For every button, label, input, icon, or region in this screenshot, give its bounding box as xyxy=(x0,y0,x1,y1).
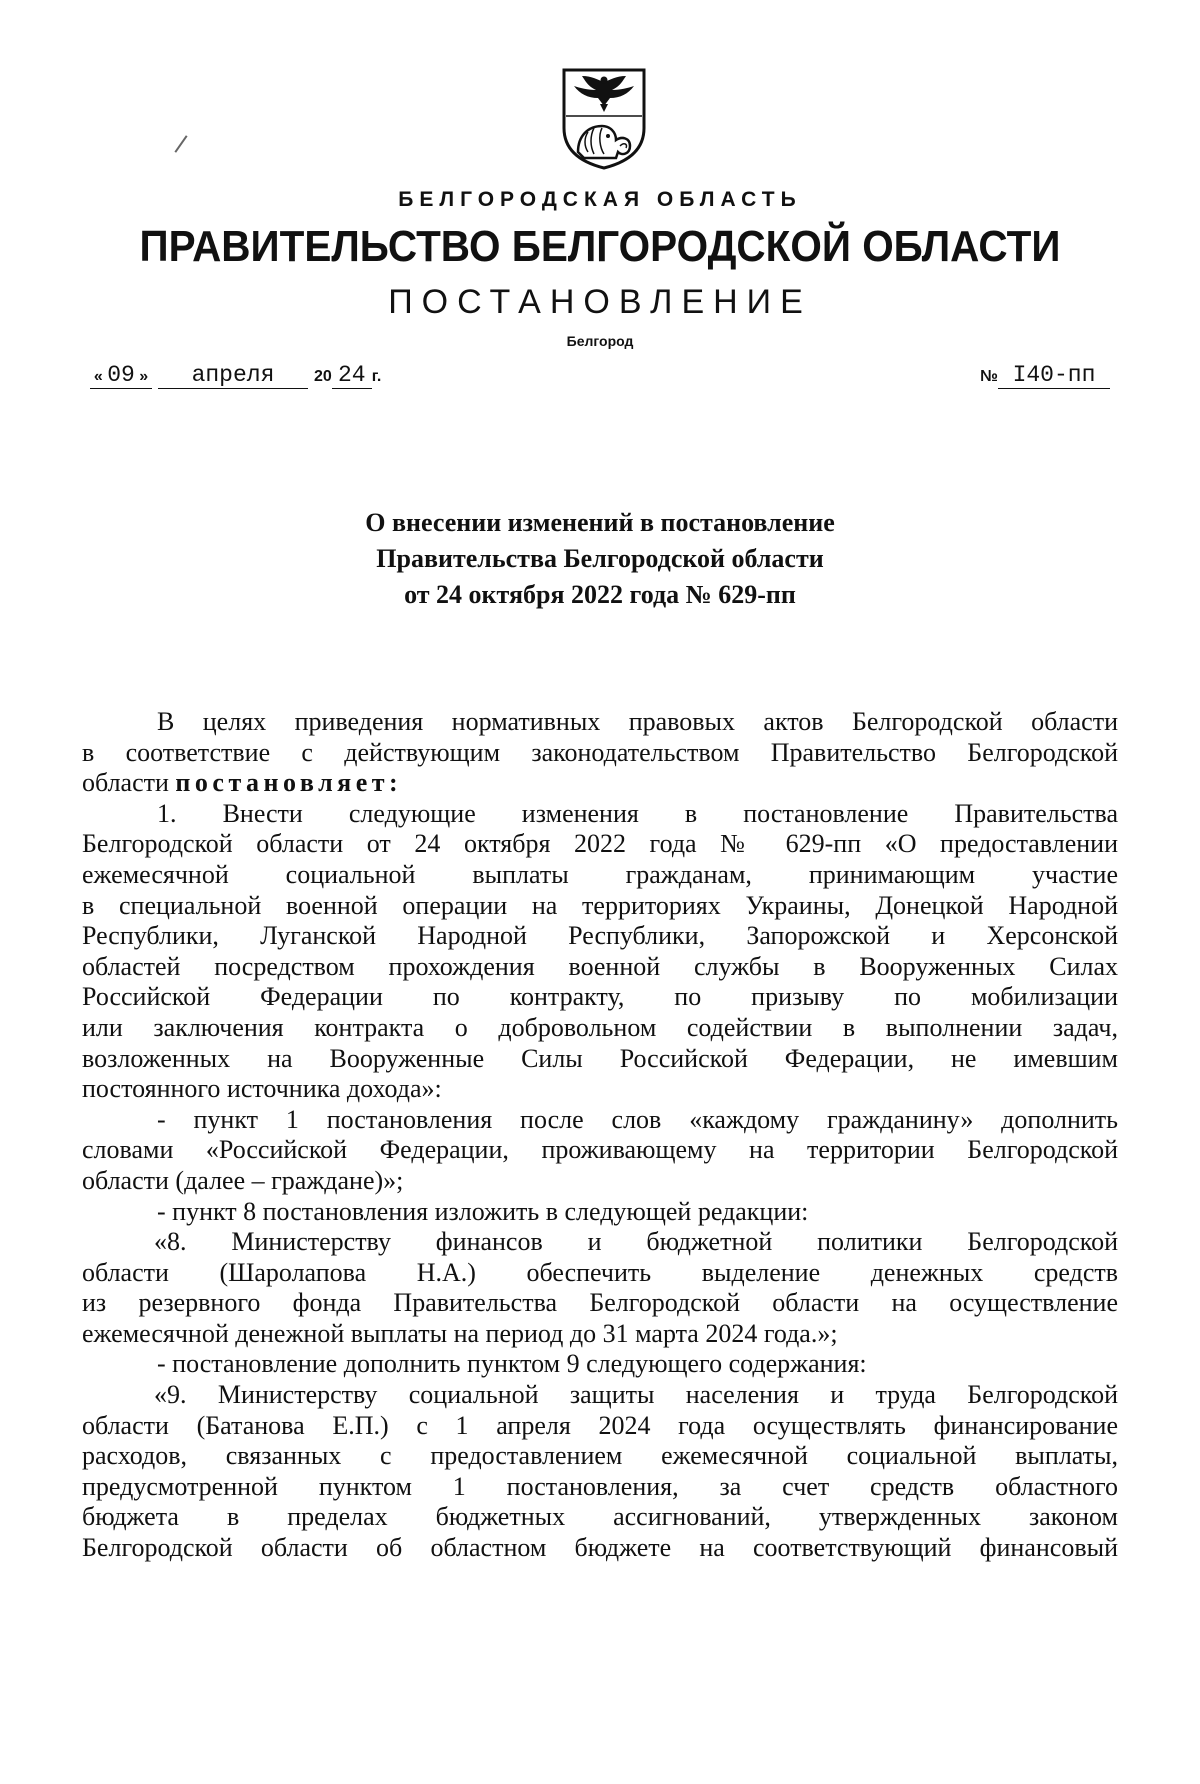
body-line: области (далее – граждане)»; xyxy=(82,1165,404,1195)
body-line: из резервного фонда Правительства Белгородской области на осуществление xyxy=(82,1288,1118,1318)
body-line: В целях приведения нормативных правовых актов Белгородской области xyxy=(157,707,1118,736)
decrees-word: постановляет: xyxy=(175,768,403,798)
body-line: - пункт 8 постановления изложить в следующей редакции: xyxy=(157,1196,809,1226)
body-line: предусмотренной пунктом 1 постановления, за счет средств областного xyxy=(82,1471,1118,1501)
coat-of-arms-emblem xyxy=(558,66,650,172)
body-line: или заключения контракта о добровольном содействии в выполнении задач, xyxy=(82,1012,1118,1042)
number-value: I40-пп xyxy=(1012,362,1096,388)
body-line: области (Батанова Е.П.) с 1 апреля 2024 года осуществлять финансирование xyxy=(82,1410,1118,1440)
body-line: в специальной военной операции на территориях Украины, Донецкой Народной xyxy=(82,890,1118,920)
date-year: 24 xyxy=(337,362,366,388)
body-line: - пункт 1 постановления после слов «каждому гражданину» дополнить xyxy=(157,1104,1118,1134)
body-line: ежемесячной социальной выплаты гражданам, принимающим участие xyxy=(82,859,1118,889)
body-line: в соответствие с действующим законодательством Правительство Белгородской xyxy=(82,737,1118,767)
body-line: Российской Федерации по контракту, по призыву по мобилизации xyxy=(82,982,1118,1012)
city-name: Белгород xyxy=(566,333,634,349)
body-line: «8. Министерству финансов и бюджетной политики Белгородской xyxy=(154,1227,1118,1257)
decree-body xyxy=(82,707,1118,1564)
body-line: области (Шаролапова Н.А.) обеспечить выделение денежных средств xyxy=(82,1257,1118,1287)
body-line: возложенных на Вооруженные Силы Российской Федерации, не имевшим xyxy=(82,1043,1118,1073)
body-line: постоянного источника дохода»: xyxy=(82,1074,442,1104)
body-line: ежемесячной денежной выплаты на период до 31 марта 2024 года.»; xyxy=(82,1318,838,1348)
decree-title xyxy=(0,505,1200,613)
body-line: - постановление дополнить пунктом 9 следующего содержания: xyxy=(157,1349,867,1379)
body-line: области постановляет: xyxy=(82,768,403,798)
body-line: областей посредством прохождения военной службы в Вооруженных Силах xyxy=(82,951,1118,981)
date-day-field: « 09 » xyxy=(90,362,152,389)
body-line: Республики, Луганской Народной Республики, Запорожской и Херсонской xyxy=(82,921,1118,951)
body-line: Белгородской области от 24 октября 2022 года № 629-пп «О предоставлении xyxy=(82,829,1118,859)
date-year-abbr: г. xyxy=(371,368,382,385)
title-line: от 24 октября 2022 года № 629-пп xyxy=(404,580,796,609)
body-line: «9. Министерству социальной защиты населения и труда Белгородской xyxy=(154,1380,1118,1410)
body-line: расходов, связанных с предоставлением ежемесячной социальной выплаты, xyxy=(82,1441,1118,1471)
body-line: Белгородской области об областном бюджете на соответствующий финансовый xyxy=(82,1533,1118,1563)
number-sign: № xyxy=(980,368,998,385)
body-line: бюджета в пределах бюджетных ассигнований, утвержденных законом xyxy=(82,1502,1118,1532)
title-line: Правительства Белгородской области xyxy=(376,544,824,573)
pen-mark xyxy=(174,135,187,153)
decree-date xyxy=(90,362,381,389)
date-day: 09 xyxy=(107,362,135,388)
date-year-prefix: 20 xyxy=(314,368,332,385)
body-line: словами «Российской Федерации, проживающему на территории Белгородской xyxy=(82,1135,1118,1165)
date-year-field xyxy=(332,362,372,389)
date-month-field xyxy=(158,362,308,389)
title-line: О внесении изменений в постановление xyxy=(365,508,835,537)
government-name: ПРАВИТЕЛЬСТВО БЕЛГОРОДСКОЙ ОБЛАСТИ xyxy=(139,222,1061,271)
date-number-line xyxy=(90,362,1110,398)
document-type: ПОСТАНОВЛЕНИЕ xyxy=(388,283,812,321)
body-line: 1. Внести следующие изменения в постановление Правительства xyxy=(157,798,1118,828)
number-field xyxy=(998,362,1110,389)
decree-number xyxy=(980,362,1110,389)
date-month: апреля xyxy=(191,362,275,388)
region-name: БЕЛГОРОДСКАЯ ОБЛАСТЬ xyxy=(398,188,802,211)
